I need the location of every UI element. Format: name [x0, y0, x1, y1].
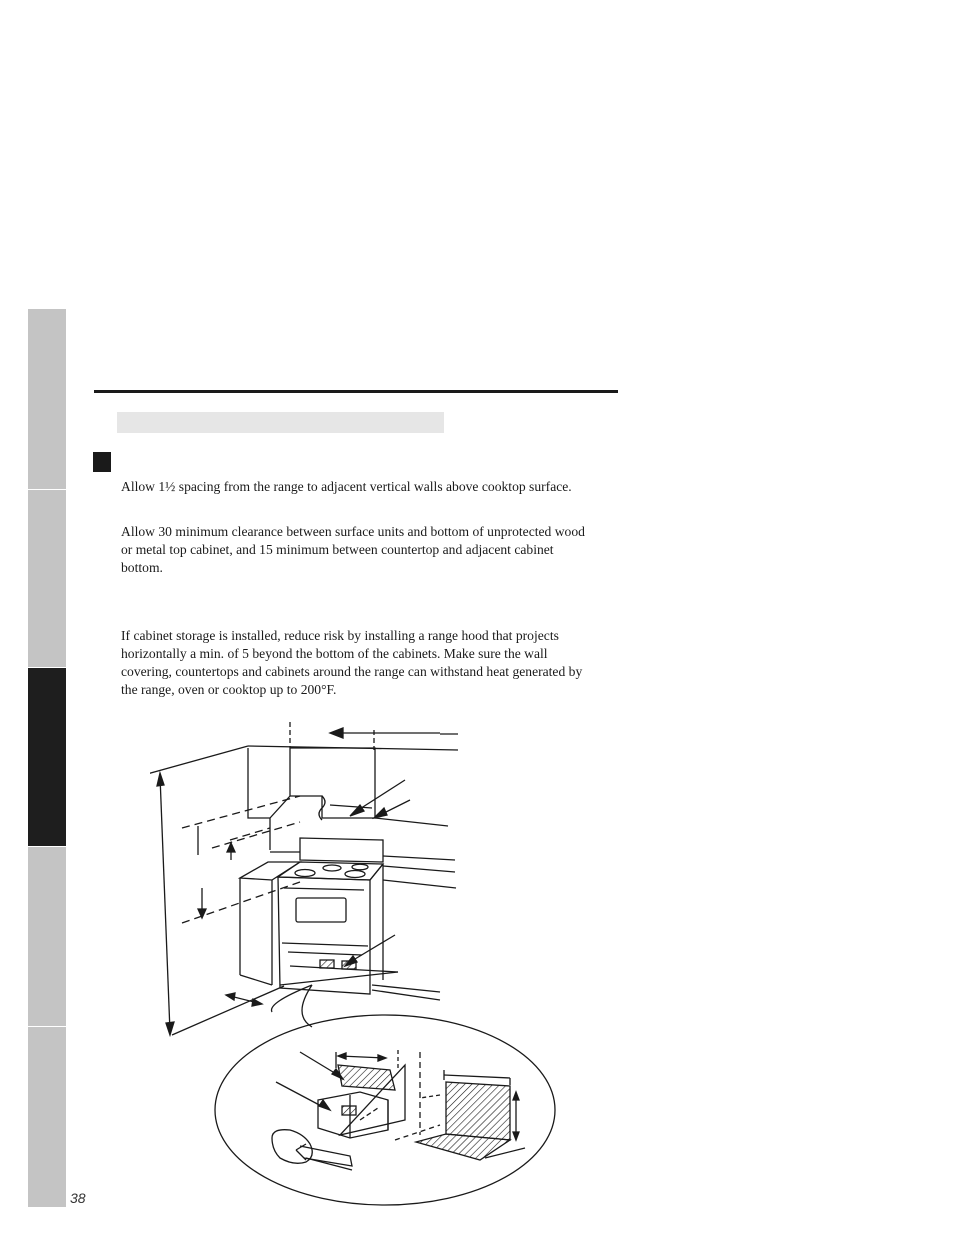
upper-cabinet-left — [248, 746, 290, 850]
clearance-paragraph: Allow 30 minimum clearance between surface units and bottom of unprotected wood or metal top cabinet, and 15 minimum between countertop and adjacent cabinet bottom. — [121, 524, 585, 575]
page-number: 38 — [70, 1190, 86, 1206]
floor-arrows — [172, 986, 284, 1035]
installation-clearance-diagram — [150, 718, 570, 1208]
heading-bar — [117, 412, 444, 433]
bracket-detail — [276, 1050, 525, 1160]
side-tab-2[interactable] — [28, 490, 66, 667]
side-tab-3-active[interactable] — [28, 668, 66, 846]
side-tab-5[interactable] — [28, 1027, 66, 1207]
top-arrow — [290, 722, 440, 750]
cabinet-storage-paragraph: If cabinet storage is installed, reduce risk by installing a range hood that projects horizontally a min. of 5 beyond the bottom of the cabinets. Make sure the wall covering, countertops and cabinets around the range can withstand heat generated by the range, oven or cooktop up to 200°F. — [121, 628, 583, 697]
wall-outline — [150, 734, 458, 774]
wrench-tool — [272, 1130, 352, 1170]
hood-leader-arrows — [350, 780, 410, 818]
side-tab-4[interactable] — [28, 847, 66, 1026]
dimension-arrows — [157, 773, 235, 1035]
anti-tip-brackets — [320, 935, 395, 969]
side-tab-strip — [28, 309, 66, 1207]
range-backguard — [270, 838, 455, 872]
range-hood — [290, 748, 448, 826]
spacing-paragraph: Allow 1½ spacing from the range to adjacent vertical walls above cooktop surface. — [121, 479, 572, 494]
side-tab-1[interactable] — [28, 309, 66, 489]
section-rule — [94, 390, 618, 393]
clearance-lines — [182, 796, 300, 923]
section-marker — [93, 452, 111, 472]
